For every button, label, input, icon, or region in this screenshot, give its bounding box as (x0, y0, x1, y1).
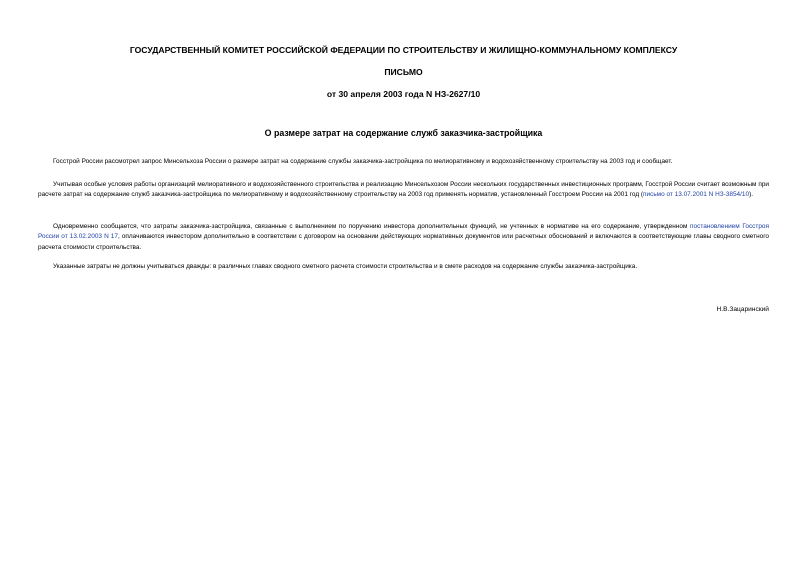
document-subject: О размере затрат на содержание служб заказчика-застройщика (264, 128, 543, 138)
paragraph-2-end: ). (749, 191, 753, 199)
paragraph-2 (38, 180, 769, 201)
resolution-reference-link[interactable]: постановлением Госстроя России от 13.02.2003 N 17 (38, 223, 769, 241)
issuing-organization: ГОСУДАРСТВЕННЫЙ КОМИТЕТ РОССИЙСКОЙ ФЕДЕРАЦИИ ПО СТРОИТЕЛЬСТВУ И ЖИЛИЩНО-КОММУНАЛЬНОМУ КОМПЛЕКСУ (129, 45, 678, 55)
document-type: ПИСЬМО (384, 67, 423, 77)
paragraph-3 (38, 222, 769, 253)
paragraph-2-text: Учитывая особые условия работы организаций мелиоративного и водохозяйственного строительства и реализацию Минсельхозом России нескольких государственных инвестиционных программ, Госстрой России считает возможным при расчете затрат на содержание служб заказчика-застройщика по мелиоративному и водохозяйственному строительству на 2003 год применять норматив, установленный Госстроем России на 2001 год ( (38, 181, 769, 199)
paragraph-4: Указанные затраты не должны учитываться дважды: в различных главах сводного сметного расчета стоимости строительства и в смете расходов на содержание службы заказчика-застройщика. (53, 263, 638, 270)
signature: Н.В.Зацаринский (716, 306, 769, 313)
letter-reference-link[interactable]: письмо от 13.07.2001 N НЗ-3854/10 (643, 191, 750, 199)
document-date-number: от 30 апреля 2003 года N НЗ-2627/10 (326, 89, 481, 99)
paragraph-3-start: Одновременно сообщается, что затраты заказчика-застройщика, связанные с выполнением по поручению инвестора дополнительных функций, не учтенных в нормативе на его содержание, утвержденном (53, 223, 691, 230)
document-page (38, 0, 769, 571)
paragraph-3-end: , оплачиваются инвестором дополнительно в соответствии с договором на основании действующих нормативных документов или расчетных обоснований и включаются в соответствующие главы сводного сметного расчета стоимости строительства. (38, 233, 769, 251)
paragraph-1: Госстрой России рассмотрел запрос Минсельхоза России о размере затрат на содержание службы заказчика-застройщика по мелиоративному и водохозяйственному строительству на 2003 год и сообщает. (53, 158, 673, 165)
